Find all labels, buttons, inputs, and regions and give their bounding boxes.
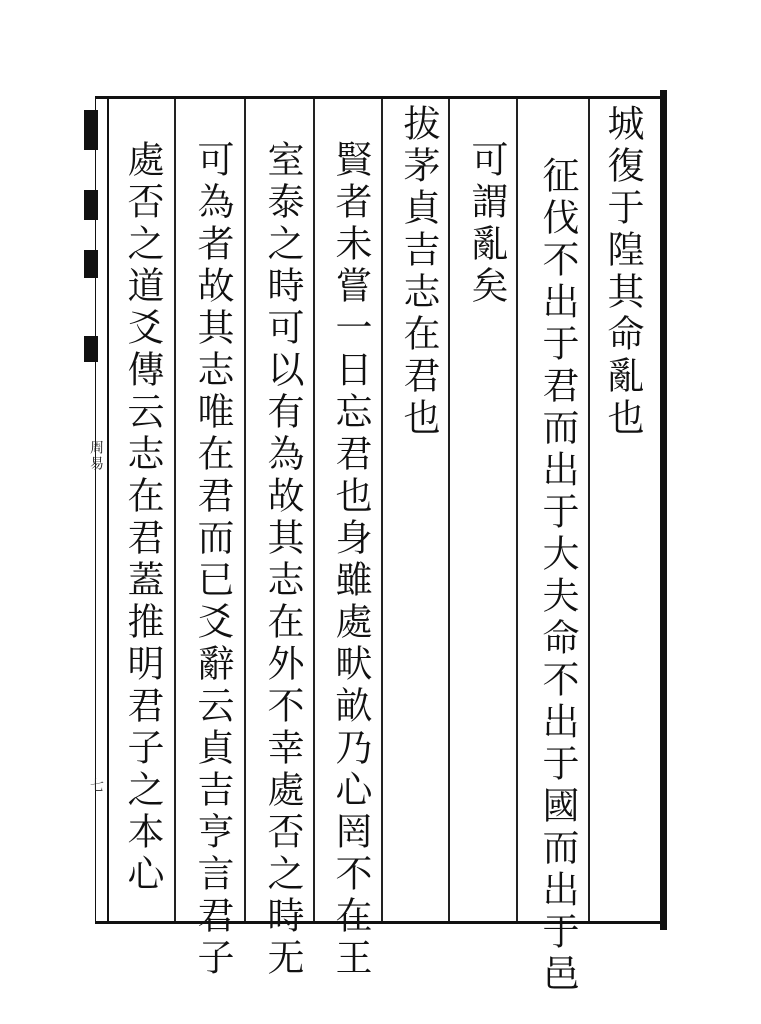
column-rule <box>381 99 383 921</box>
text-column-1: 城復于隍其命亂也 <box>601 104 644 440</box>
text-column-6: 室泰之時可以有為故其志在外不幸處否之時无 <box>261 140 304 980</box>
column-rule <box>516 99 518 921</box>
column-rule <box>174 99 176 921</box>
text-column-3: 可謂亂矣 <box>465 140 508 308</box>
frame-right-border <box>660 90 667 930</box>
margin-title: 周易 <box>88 440 104 472</box>
fish-tail-mark <box>84 110 98 150</box>
fish-tail-mark <box>84 190 98 220</box>
column-rule <box>448 99 450 921</box>
fish-tail-mark <box>84 250 98 278</box>
gutter-right-border <box>107 96 109 923</box>
text-column-4: 拔茅貞吉志在君也 <box>397 104 440 440</box>
text-column-2: 征伐不出于君而出于大夫命不出于國而出于邑 <box>536 156 579 996</box>
margin-page-number: 七 <box>88 778 104 792</box>
column-rule <box>244 99 246 921</box>
column-rule <box>588 99 590 921</box>
gutter-left-border <box>95 96 96 923</box>
text-column-8: 處否之道爻傳云志在君蓋推明君子之本心 <box>121 140 164 896</box>
text-column-5: 賢者未嘗一日忘君也身雖處畎畝乃心罔不在王 <box>329 140 372 980</box>
column-rule <box>313 99 315 921</box>
fish-tail-mark <box>84 336 98 362</box>
text-column-7: 可為者故其志唯在君而已爻辭云貞吉亨言君子 <box>191 140 234 980</box>
